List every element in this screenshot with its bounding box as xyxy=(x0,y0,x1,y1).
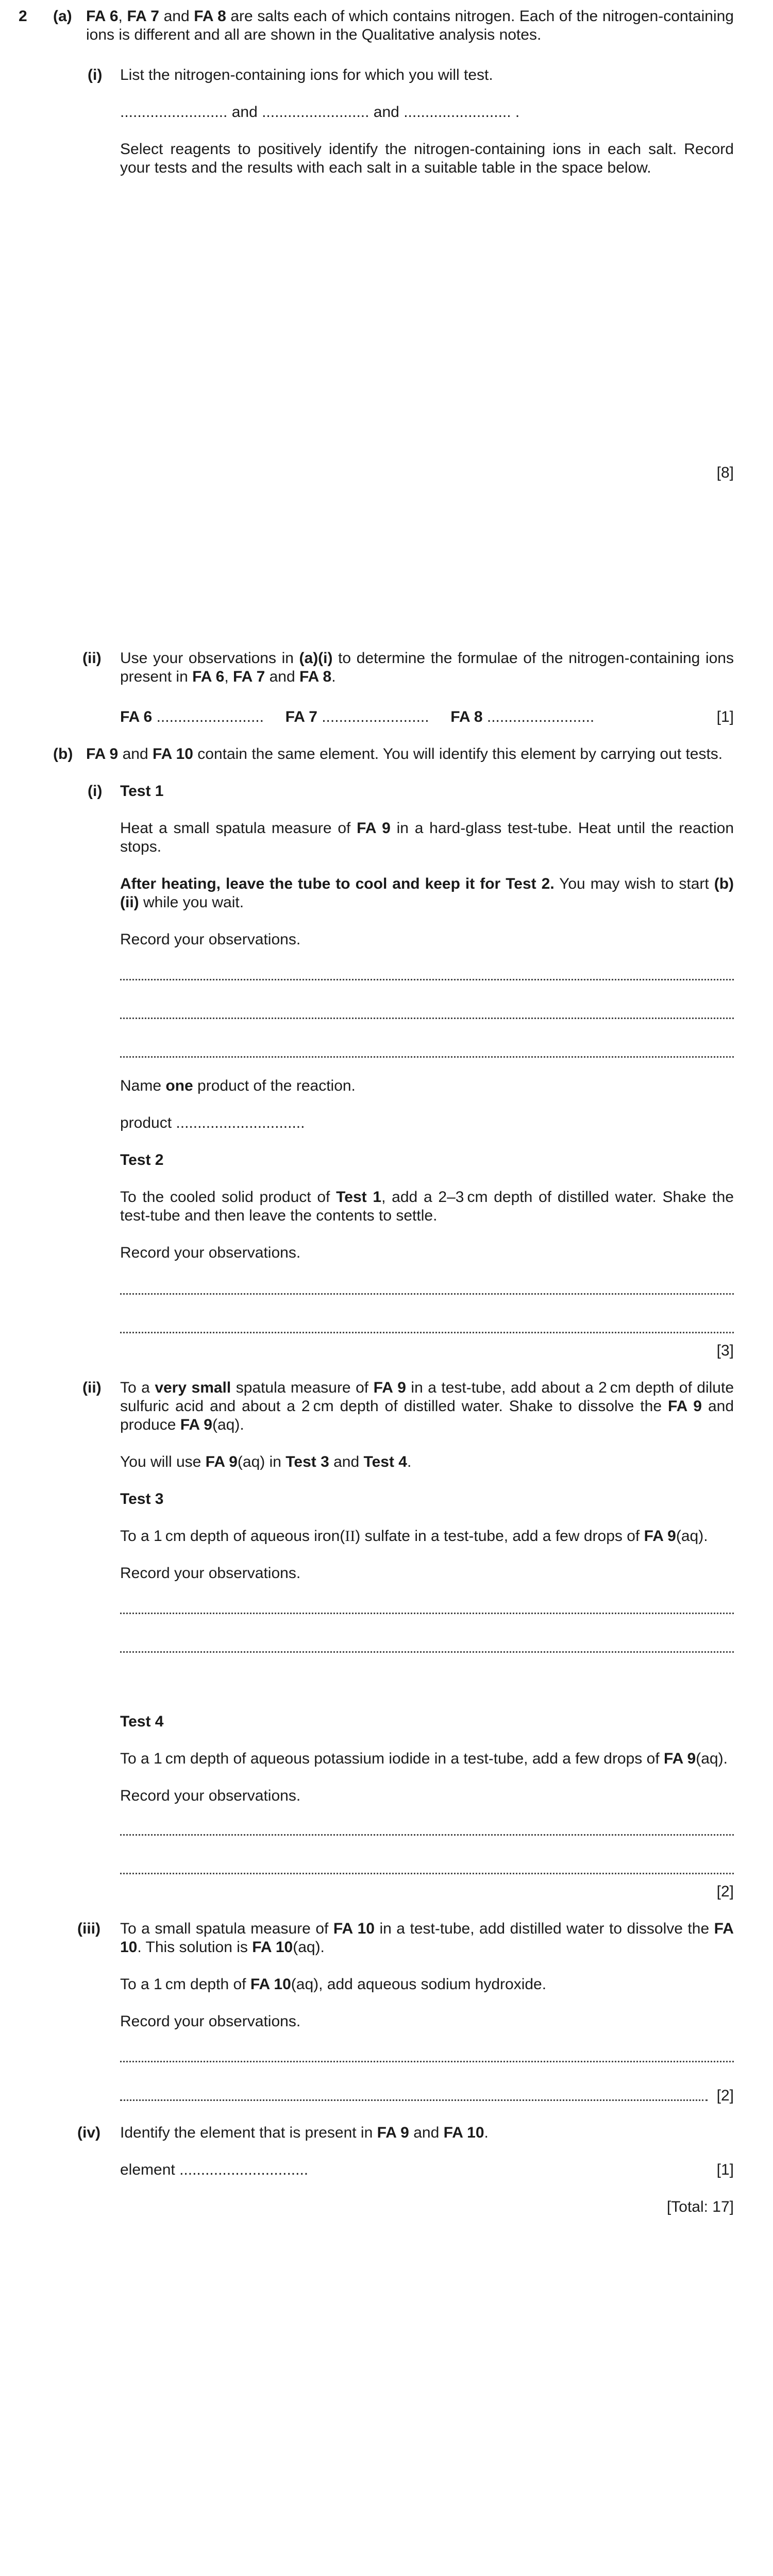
part-a-i-text: List the nitrogen-containing ions for which you will test. xyxy=(120,66,493,83)
answer-line[interactable] xyxy=(120,1293,734,1295)
naoh-text: To a 1 cm depth of FA 10(aq), add aqueous sodium hydroxide. xyxy=(120,1976,547,1993)
mark-a-i: [8] xyxy=(716,464,734,481)
part-a-intro: FA 6, FA 7 and FA 8 are salts each of which contains nitrogen. Each of the nitrogen-containing ions is different and all are shown in the Qualitative analysis notes. xyxy=(86,8,734,43)
answer-line[interactable] xyxy=(120,1651,734,1653)
product-answer-line[interactable]: product .............................. xyxy=(120,1114,305,1131)
test4-text: To a 1 cm depth of aqueous potassium iodide in a test-tube, add a few drops of FA 9(aq). xyxy=(120,1750,728,1767)
part-a-ii-text: Use your observations in (a)(i) to determine the formulae of the nitrogen-containing ions present in FA 6, FA 7 and FA 8. xyxy=(120,650,734,685)
reagents-instructions: Select reagents to positively identify the nitrogen-containing ions in each salt. Record your tests and the results with each salt in a suitable table in the space below. xyxy=(120,141,734,176)
record-observations-5: Record your observations. xyxy=(120,2013,301,2030)
record-observations-1: Record your observations. xyxy=(120,931,301,948)
answer-line[interactable] xyxy=(120,1873,734,1874)
record-observations-4: Record your observations. xyxy=(120,1787,301,1804)
part-a-label: (a) xyxy=(53,8,72,25)
element-answer-line[interactable]: element .............................. xyxy=(120,2161,309,2178)
test2-text: To the cooled solid product of Test 1, add a 2–3 cm depth of distilled water. Shake the test-tube and then leave the contents to settle. xyxy=(120,1189,734,1224)
part-b-iv-text: Identify the element that is present in FA 9 and FA 10. xyxy=(120,2124,489,2141)
part-b-i-label: (i) xyxy=(88,783,103,800)
test4-heading: Test 4 xyxy=(120,1713,164,1730)
part-b-intro: FA 9 and FA 10 contain the same element. You will identify this element by carrying out tests. xyxy=(86,745,723,762)
total-marks: [Total: 17] xyxy=(666,2198,734,2215)
answer-line[interactable] xyxy=(120,1332,734,1333)
mark-b-iii: [2] xyxy=(716,2087,734,2104)
name-product-text: Name one product of the reaction. xyxy=(120,1077,356,1094)
answer-line[interactable] xyxy=(120,2061,734,2062)
results-table-space[interactable] xyxy=(120,185,734,453)
mark-b-i: [3] xyxy=(716,1342,734,1359)
part-a-i-label: (i) xyxy=(88,66,103,83)
part-b-iv-label: (iv) xyxy=(77,2124,100,2141)
test3-heading: Test 3 xyxy=(120,1490,164,1507)
part-b-ii-text: To a very small spatula measure of FA 9 in a test-tube, add about a 2 cm depth of dilute sulfuric acid and about a 2 cm depth of distilled water. Shake to dissolve the FA 9 and produce FA 9(aq). xyxy=(120,1379,734,1433)
mark-b-iv: [1] xyxy=(716,2161,734,2178)
answer-line[interactable] xyxy=(120,2099,708,2101)
mark-b-ii: [2] xyxy=(716,1883,734,1900)
question-number: 2 xyxy=(19,8,27,25)
answer-line[interactable] xyxy=(120,1613,734,1614)
use-fa9-text: You will use FA 9(aq) in Test 3 and Test 4. xyxy=(120,1453,412,1470)
ions-answer-line[interactable]: ......................... and ......................... and ......................... . xyxy=(120,104,520,121)
record-observations-3: Record your observations. xyxy=(120,1565,301,1582)
test3-text: To a 1 cm depth of aqueous iron(II) sulfate in a test-tube, add a few drops of FA 9(aq). xyxy=(120,1528,708,1545)
test1-text: Heat a small spatula measure of FA 9 in a hard-glass test-tube. Heat until the reaction stops. xyxy=(120,820,734,855)
answer-line[interactable] xyxy=(120,979,734,980)
mark-a-ii: [1] xyxy=(716,708,734,725)
part-b-label: (b) xyxy=(53,745,73,762)
part-a-ii-label: (ii) xyxy=(82,650,102,667)
record-observations-2: Record your observations. xyxy=(120,1244,301,1261)
part-b-ii-label: (ii) xyxy=(82,1379,102,1396)
test1-after-heating: After heating, leave the tube to cool and keep it for Test 2. You may wish to start (b)(ii) while you wait. xyxy=(120,875,734,911)
part-b-iii-label: (iii) xyxy=(77,1920,100,1937)
test1-heading: Test 1 xyxy=(120,783,164,800)
answer-line[interactable] xyxy=(120,1018,734,1019)
part-b-iii-text: To a small spatula measure of FA 10 in a test-tube, add distilled water to dissolve the FA 10. This solution is FA 10(aq). xyxy=(120,1920,734,1956)
answer-line[interactable] xyxy=(120,1056,734,1058)
test2-heading: Test 2 xyxy=(120,1151,164,1168)
answer-line[interactable] xyxy=(120,1834,734,1836)
formulae-answer-line[interactable]: FA 6 ......................... FA 7 ......................... FA 8 ......................... xyxy=(120,708,595,725)
